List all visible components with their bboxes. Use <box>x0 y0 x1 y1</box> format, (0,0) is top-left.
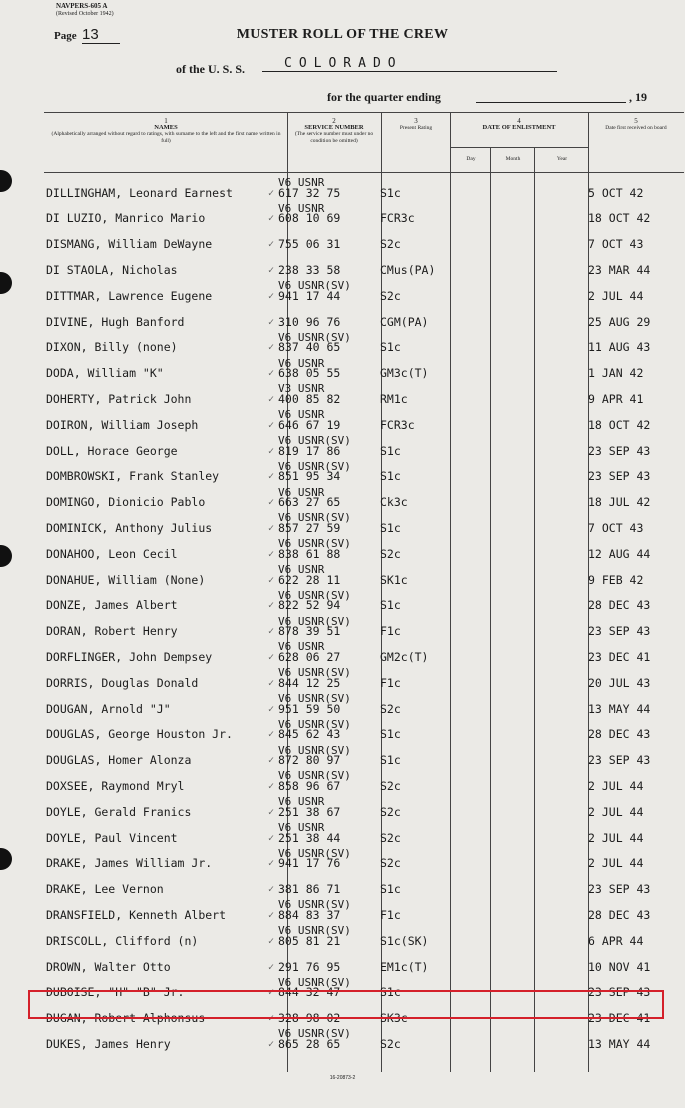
check-mark-icon: ✓ <box>268 471 275 483</box>
check-mark-icon: ✓ <box>268 806 275 818</box>
present-rating: S1c <box>380 727 401 742</box>
crew-name: DI LUZIO, Manrico Mario <box>46 211 206 226</box>
form-number: NAVPERS-605 A <box>56 2 108 10</box>
service-prefix: V6 USNR <box>278 795 325 809</box>
table-row <box>0 873 685 899</box>
date-received: 2 JUL 44 <box>588 856 644 871</box>
column-header-day: Day <box>466 156 476 162</box>
date-received: 13 MAY 44 <box>588 701 651 716</box>
check-mark-icon: ✓ <box>268 858 275 870</box>
date-received: 9 FEB 42 <box>588 572 644 587</box>
date-received: 2 JUL 44 <box>588 830 644 845</box>
column-header-service-number: 2 SERVICE NUMBER (The service number must under no condition be omitted) <box>294 117 374 144</box>
year-prefix: , 19 <box>629 90 647 104</box>
table-row <box>0 898 685 924</box>
crew-name: DORFLINGER, John Dempsey <box>46 649 213 664</box>
form-revision: (Revised October 1942) <box>56 11 114 17</box>
present-rating: S1c <box>380 882 401 897</box>
present-rating: SK1c <box>380 572 408 587</box>
date-received: 2 JUL 44 <box>588 288 644 303</box>
service-number: 822 52 94 <box>278 598 341 613</box>
date-received: 12 AUG 44 <box>588 546 651 561</box>
date-received: 9 APR 41 <box>588 391 644 406</box>
date-received: 23 DEC 41 <box>588 649 651 664</box>
table-row <box>0 950 685 976</box>
table-row <box>0 769 685 795</box>
check-mark-icon: ✓ <box>268 780 275 792</box>
table-row <box>0 924 685 950</box>
table-row <box>0 357 685 383</box>
present-rating: GM3c(T) <box>380 366 429 381</box>
check-mark-icon: ✓ <box>268 574 275 586</box>
check-mark-icon: ✓ <box>268 290 275 302</box>
date-received: 2 JUL 44 <box>588 804 644 819</box>
check-mark-icon: ✓ <box>268 368 275 380</box>
present-rating: FCR3c <box>380 417 415 432</box>
service-prefix: V6 USNR <box>278 821 325 834</box>
service-number: 400 85 82 <box>278 391 341 406</box>
print-code: 16-20873-2 <box>329 1075 356 1081</box>
service-prefix: V6 USNR(SV) <box>278 769 351 783</box>
service-prefix: V6 USNR(SV) <box>278 743 351 757</box>
service-number: 851 95 34 <box>278 469 341 484</box>
check-mark-icon: ✓ <box>268 600 275 612</box>
check-mark-icon: ✓ <box>268 1038 275 1050</box>
date-received: 2 JUL 44 <box>588 778 644 793</box>
column-header-enlistment: 4 DATE OF ENLISTMENT <box>482 117 556 131</box>
table-row <box>0 382 685 408</box>
check-mark-icon: ✓ <box>268 677 275 689</box>
date-received: 6 APR 44 <box>588 933 644 948</box>
service-number: 805 81 21 <box>278 933 341 948</box>
present-rating: S1c <box>380 753 401 768</box>
service-prefix: V6 USNR <box>278 176 325 189</box>
service-prefix: V6 USNR(SV) <box>278 924 351 938</box>
service-number: 941 17 44 <box>278 288 341 303</box>
present-rating: S2c <box>380 778 401 793</box>
check-mark-icon: ✓ <box>268 419 275 431</box>
service-prefix: V6 USNR(SV) <box>278 330 351 344</box>
service-prefix: V6 USNR <box>278 408 325 422</box>
table-row <box>0 460 685 486</box>
service-prefix: V6 USNR(SV) <box>278 279 351 293</box>
quarter-label: for the quarter ending <box>327 90 441 104</box>
present-rating: F1c <box>380 907 401 922</box>
date-received: 23 SEP 43 <box>588 882 651 897</box>
table-row <box>0 511 685 537</box>
column-header-year: Year <box>556 156 568 162</box>
service-number: 622 28 11 <box>278 572 341 587</box>
present-rating: S1c <box>380 469 401 484</box>
check-mark-icon: ✓ <box>268 651 275 663</box>
table-row <box>0 640 685 666</box>
present-rating: S1c <box>380 985 401 1000</box>
check-mark-icon: ✓ <box>268 935 275 947</box>
service-prefix: V6 USNR <box>278 563 325 576</box>
present-rating: S2c <box>380 856 401 871</box>
table-row <box>0 718 685 744</box>
check-mark-icon: ✓ <box>268 342 275 354</box>
present-rating: Ck3c <box>380 495 408 510</box>
service-prefix: V6 USNR <box>278 485 325 499</box>
check-mark-icon: ✓ <box>268 987 275 999</box>
column-header-received: 5 Date first received on board <box>605 117 667 131</box>
date-received: 10 NOV 41 <box>588 959 651 974</box>
present-rating: S1c <box>380 185 401 200</box>
crew-name: DONAHUE, William (None) <box>46 572 206 587</box>
crew-name: DOMINGO, Dionicio Pablo <box>46 495 206 510</box>
service-number: 844 32 47 <box>278 985 341 1000</box>
table-row <box>0 795 685 821</box>
check-mark-icon: ✓ <box>268 1013 275 1025</box>
check-mark-icon: ✓ <box>268 497 275 509</box>
service-number: 837 40 65 <box>278 340 341 355</box>
date-received: 23 SEP 43 <box>588 753 651 768</box>
present-rating: F1c <box>380 675 401 690</box>
date-received: 23 SEP 43 <box>588 443 651 458</box>
service-number: 663 27 65 <box>278 495 341 510</box>
date-received: 23 SEP 43 <box>588 624 651 639</box>
present-rating: S1c <box>380 443 401 458</box>
service-number: 951 59 50 <box>278 701 341 716</box>
quarter-blank <box>476 102 626 103</box>
page-number: 13 <box>82 26 120 44</box>
crew-name: DOUGAN, Arnold "J" <box>46 701 171 716</box>
service-number: 310 96 76 <box>278 314 341 329</box>
service-number: 865 28 65 <box>278 1036 341 1051</box>
service-prefix: V6 USNR(SV) <box>278 846 351 860</box>
date-received: 28 DEC 43 <box>588 598 651 613</box>
service-number: 857 27 59 <box>278 520 341 535</box>
service-prefix: V6 USNR(SV) <box>278 459 351 473</box>
check-mark-icon: ✓ <box>268 729 275 741</box>
service-number: 638 05 55 <box>278 366 341 381</box>
date-received: 23 SEP 43 <box>588 469 651 484</box>
service-prefix: V6 USNR(SV) <box>278 537 351 551</box>
check-mark-icon: ✓ <box>268 316 275 328</box>
date-received: 7 OCT 43 <box>588 520 644 535</box>
crew-name: DONZE, James Albert <box>46 598 178 613</box>
present-rating: GM2c(T) <box>380 649 429 664</box>
crew-name: DIXON, Billy (none) <box>46 340 178 355</box>
check-mark-icon: ✓ <box>268 832 275 844</box>
check-mark-icon: ✓ <box>268 548 275 560</box>
table-row <box>0 666 685 692</box>
table-row <box>0 847 685 873</box>
service-number: 845 62 43 <box>278 727 341 742</box>
crew-name: DOYLE, Gerald Franics <box>46 804 192 819</box>
service-prefix: V6 USNR <box>278 356 325 370</box>
service-number: 884 83 37 <box>278 907 341 922</box>
present-rating: S2c <box>380 701 401 716</box>
date-received: 23 DEC 41 <box>588 1011 651 1026</box>
page-title: MUSTER ROLL OF THE CREW <box>236 27 449 42</box>
column-header-rating: 3 Present Rating <box>399 117 433 131</box>
date-received: 18 OCT 42 <box>588 211 651 226</box>
service-prefix: V6 USNR(SV) <box>278 1027 351 1041</box>
table-row <box>0 279 685 305</box>
service-number: 872 80 97 <box>278 753 341 768</box>
service-prefix: V6 USNR(SV) <box>278 511 351 525</box>
crew-name: DIVINE, Hugh Banford <box>46 314 185 329</box>
crew-name: DOXSEE, Raymond Mryl <box>46 778 185 793</box>
crew-name: DROWN, Walter Otto <box>46 959 171 974</box>
service-number: 844 12 25 <box>278 675 341 690</box>
crew-name: DOLL, Horace George <box>46 443 178 458</box>
date-received: 18 OCT 42 <box>588 417 651 432</box>
crew-name: DORAN, Robert Henry <box>46 624 178 639</box>
table-row <box>0 486 685 512</box>
enlistment-subheader-rule <box>450 147 588 148</box>
table-row <box>0 692 685 718</box>
table-row <box>0 537 685 563</box>
service-prefix: V6 USNR(SV) <box>278 692 351 705</box>
check-mark-icon: ✓ <box>268 961 275 973</box>
crew-name: DUGAN, Robert Alphonsus <box>46 1011 206 1026</box>
crew-name: DRANSFIELD, Kenneth Albert <box>46 907 227 922</box>
check-mark-icon: ✓ <box>268 703 275 715</box>
present-rating: S1c <box>380 340 401 355</box>
column-header-month: Month <box>505 156 521 162</box>
table-row <box>0 744 685 770</box>
table-row <box>0 176 685 202</box>
check-mark-icon: ✓ <box>268 626 275 638</box>
table-row <box>0 434 685 460</box>
table-row <box>0 615 685 641</box>
service-number: 819 17 86 <box>278 443 341 458</box>
crew-name: DOUGLAS, George Houston Jr. <box>46 727 233 742</box>
table-row <box>0 821 685 847</box>
date-received: 1 JAN 42 <box>588 366 644 381</box>
service-prefix: V6 USNR(SV) <box>278 898 351 912</box>
highlight-box <box>28 990 664 1019</box>
service-prefix: V6 USNR(SV) <box>278 666 351 680</box>
present-rating: S2c <box>380 237 401 252</box>
crew-name: DRISCOLL, Clifford (n) <box>46 933 199 948</box>
table-row <box>0 331 685 357</box>
date-received: 28 DEC 43 <box>588 907 651 922</box>
service-prefix: V6 USNR <box>278 640 325 654</box>
table-row <box>0 228 685 254</box>
ship-name: COLORADO <box>262 56 557 72</box>
service-number: 291 76 95 <box>278 959 341 974</box>
service-number: 838 61 88 <box>278 546 341 561</box>
present-rating: S2c <box>380 546 401 561</box>
table-row <box>0 305 685 331</box>
check-mark-icon: ✓ <box>268 393 275 405</box>
service-number: 251 38 67 <box>278 804 341 819</box>
service-number: 381 86 71 <box>278 882 341 897</box>
crew-name: DI STAOLA, Nicholas <box>46 262 178 277</box>
present-rating: S2c <box>380 830 401 845</box>
service-number: 617 32 75 <box>278 185 341 200</box>
table-row <box>0 253 685 279</box>
present-rating: S1c <box>380 598 401 613</box>
crew-name: DISMANG, William DeWayne <box>46 237 213 252</box>
date-received: 28 DEC 43 <box>588 727 651 742</box>
present-rating: SK3c <box>380 1011 408 1026</box>
table-row <box>0 563 685 589</box>
crew-name: DONAHOO, Leon Cecil <box>46 546 178 561</box>
present-rating: CGM(PA) <box>380 314 429 329</box>
service-number: 328 98 02 <box>278 1011 341 1026</box>
check-mark-icon: ✓ <box>268 213 275 225</box>
crew-name: DRAKE, Lee Vernon <box>46 882 164 897</box>
service-prefix: V6 USNR(SV) <box>278 614 351 628</box>
check-mark-icon: ✓ <box>268 522 275 534</box>
check-mark-icon: ✓ <box>268 755 275 767</box>
service-number: 755 06 31 <box>278 237 341 252</box>
date-received: 25 AUG 29 <box>588 314 651 329</box>
service-prefix: V6 USNR(SV) <box>278 434 351 447</box>
crew-name: DILLINGHAM, Leonard Earnest <box>46 185 233 200</box>
date-received: 23 MAR 44 <box>588 262 651 277</box>
crew-name: DOMBROWSKI, Frank Stanley <box>46 469 220 484</box>
date-received: 5 OCT 42 <box>588 185 644 200</box>
crew-name: DOIRON, William Joseph <box>46 417 199 432</box>
table-row <box>0 1027 685 1053</box>
check-mark-icon: ✓ <box>268 884 275 896</box>
service-number: 628 06 27 <box>278 649 341 664</box>
crew-name: DORRIS, Douglas Donald <box>46 675 199 690</box>
present-rating: S1c(SK) <box>380 933 429 948</box>
crew-name: DITTMAR, Lawrence Eugene <box>46 288 213 303</box>
present-rating: RM1c <box>380 391 408 406</box>
service-number: 878 39 51 <box>278 624 341 639</box>
table-row <box>0 202 685 228</box>
crew-name: DOUGLAS, Homer Alonza <box>46 753 192 768</box>
service-number: 941 17 76 <box>278 856 341 871</box>
crew-name: DODA, William "K" <box>46 366 164 381</box>
present-rating: S2c <box>380 1036 401 1051</box>
date-received: 23 SEP 43 <box>588 985 651 1000</box>
service-prefix: V3 USNR <box>278 382 325 396</box>
service-number: 251 38 44 <box>278 830 341 845</box>
present-rating: CMus(PA) <box>380 262 436 277</box>
page-label: Page <box>54 30 77 42</box>
check-mark-icon: ✓ <box>268 264 275 276</box>
service-prefix: V6 USNR(SV) <box>278 588 351 602</box>
crew-name: DOMINICK, Anthony Julius <box>46 520 213 535</box>
date-received: 20 JUL 43 <box>588 675 651 690</box>
crew-name: DRAKE, James William Jr. <box>46 856 213 871</box>
date-received: 18 JUL 42 <box>588 495 651 510</box>
crew-name: DOHERTY, Patrick John <box>46 391 192 406</box>
service-number: 646 67 19 <box>278 417 341 432</box>
ship-label: of the U. S. S. <box>176 62 246 76</box>
table-row <box>0 408 685 434</box>
service-prefix: V6 USNR <box>278 201 325 215</box>
check-mark-icon: ✓ <box>268 187 275 199</box>
check-mark-icon: ✓ <box>268 909 275 921</box>
present-rating: FCR3c <box>380 211 415 226</box>
form-id <box>56 2 114 18</box>
present-rating: F1c <box>380 624 401 639</box>
present-rating: S2c <box>380 804 401 819</box>
service-prefix: V6 USNR(SV) <box>278 717 351 731</box>
date-received: 13 MAY 44 <box>588 1036 651 1051</box>
check-mark-icon: ✓ <box>268 445 275 457</box>
crew-name: DUKES, James Henry <box>46 1036 171 1051</box>
date-received: 7 OCT 43 <box>588 237 644 252</box>
service-number: 858 96 67 <box>278 778 341 793</box>
present-rating: S2c <box>380 288 401 303</box>
crew-name: DUBOISE, "H" "B" Jr. <box>46 985 185 1000</box>
service-prefix: V6 USNR(SV) <box>278 975 351 989</box>
present-rating: S1c <box>380 520 401 535</box>
date-received: 11 AUG 43 <box>588 340 651 355</box>
column-header-names: 1 NAMES (Alphabetically arranged without regard to ratings, with surname to the left and the first name written in full) <box>51 117 281 144</box>
crew-name: DOYLE, Paul Vincent <box>46 830 178 845</box>
table-row <box>0 589 685 615</box>
service-number: 238 33 58 <box>278 262 341 277</box>
check-mark-icon: ✓ <box>268 239 275 251</box>
present-rating: EM1c(T) <box>380 959 429 974</box>
service-number: 608 10 69 <box>278 211 341 226</box>
